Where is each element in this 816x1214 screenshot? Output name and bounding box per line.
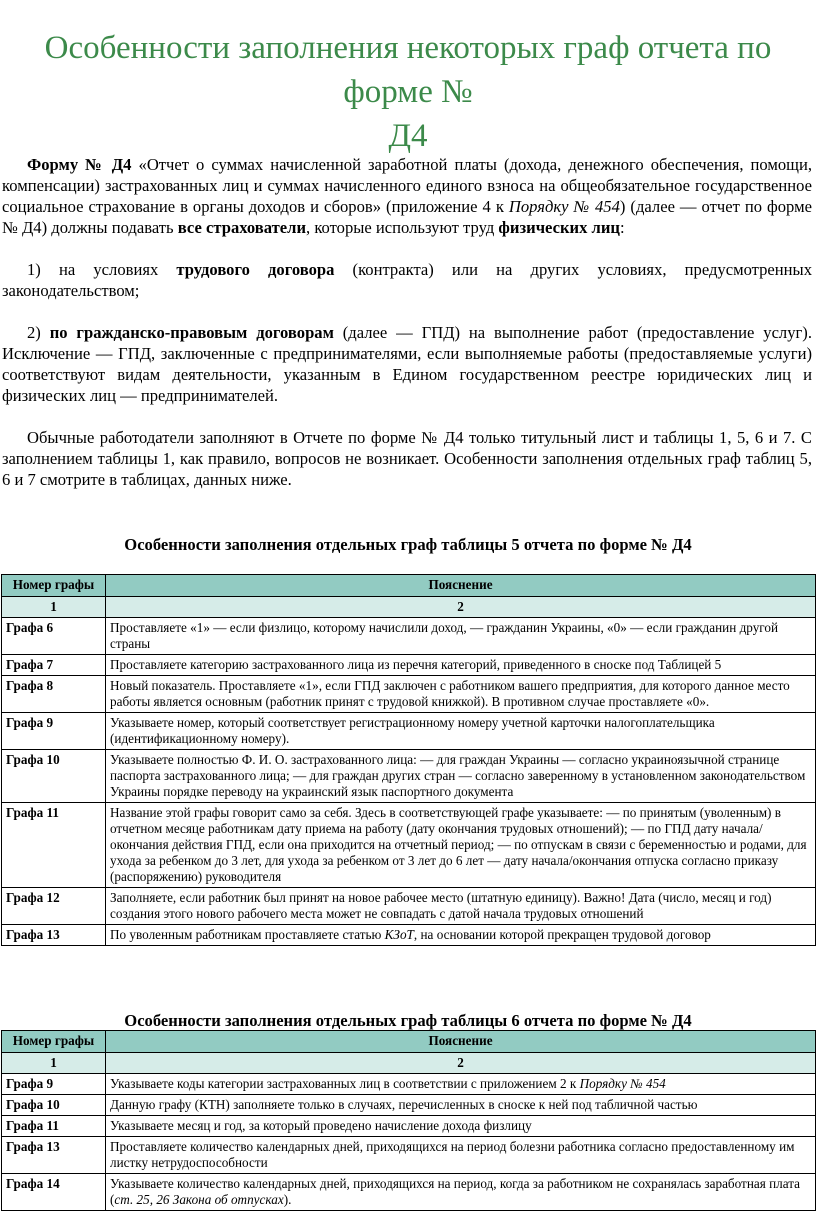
- table6-header-number: Номер графы: [2, 1031, 106, 1053]
- graph-number-cell: Графа 14: [2, 1174, 106, 1211]
- page-title-line-1: Особенности заполнения некоторых граф отчета по форме №: [44, 30, 772, 111]
- table5-header-explanation: Пояснение: [106, 575, 816, 597]
- table6-title: Особенности заполнения отдельных граф таблицы 6 отчета по форме № Д4: [124, 1011, 692, 1030]
- intro-paragraph-3: [2, 322, 812, 406]
- intro-paragraph-4: [2, 427, 812, 490]
- table-row: [2, 618, 816, 655]
- text-segment: Название этой графы говорит само за себя. Здесь в соответствующей графе указываете: — по принятым (уволенным) в отчетном месяце работникам дату приема на работу (дату окончания трудовых отношений); — по ГПД дату начала/окончания действия ГПД, если она приходится на отчетный период; — по отпускам в связи с беременностью и родами, для ухода за ребенком до 3 лет, для ухода за ребенком от 3 лет до 6 лет — дату начала/окончания отпуска согласно приказу (распоряжению) руководителя: [110, 805, 807, 884]
- text-segment: все страхователи: [177, 218, 307, 237]
- explanation-cell: [106, 1074, 816, 1095]
- explanation-cell: [106, 676, 816, 713]
- text-segment: КЗоТ: [384, 927, 414, 942]
- explanation-cell: [106, 1116, 816, 1137]
- table-row: [2, 713, 816, 750]
- text-segment: трудового договора: [176, 260, 335, 279]
- table6-header-explanation: Пояснение: [106, 1031, 816, 1053]
- graph-number-cell: Графа 10: [2, 1095, 106, 1116]
- text-segment: Указываете полностью Ф. И. О. застрахованного лица: — для граждан Украины — согласно украиноязычной странице паспорта застрахованного лица; — для граждан других стран — согласно заверенному в установленном законодательством Украины порядке переводу на украинский язык паспортного документа: [110, 752, 806, 799]
- text-segment: Новый показатель. Проставляете «1», если ГПД заключен с работником вашего предприятия, для которого данное место работы является основным (работник принят с трудовой книжкой). В противном случае проставляете «0».: [110, 678, 790, 709]
- table-row: [2, 1116, 816, 1137]
- text-segment: ) (далее — отчет по форме № Д4) должны подавать: [2, 197, 812, 237]
- table-row: [2, 676, 816, 713]
- explanation-cell: [106, 618, 816, 655]
- graph-number-cell: Графа 6: [2, 618, 106, 655]
- text-segment: Проставляете категорию застрахованного лица из перечня категорий, приведенного в сноске под Таблицей 5: [110, 657, 722, 672]
- intro-paragraph-1: [2, 154, 812, 238]
- text-segment: , которые используют труд: [306, 218, 499, 237]
- text-segment: Указываете номер, который соответствует регистрационному номеру учетной карточки налогоплательщика (идентификационному номеру).: [110, 715, 715, 746]
- graph-number-cell: Графа 13: [2, 1137, 106, 1174]
- text-segment: Указываете количество календарных дней, приходящихся на период, когда за работником не сохранялась заработная плата (: [110, 1176, 801, 1207]
- graph-number-cell: Графа 9: [2, 713, 106, 750]
- table-row: [2, 655, 816, 676]
- table6-number-row: [2, 1053, 816, 1074]
- intro-paragraph-2: [2, 259, 812, 301]
- table5-number-2: 2: [106, 597, 816, 618]
- table5: [1, 574, 816, 946]
- page-title-line-2: Д4: [388, 118, 428, 155]
- text-segment: Указываете месяц и год, за который проведено начисление дохода физлицу: [110, 1118, 532, 1133]
- text-segment: (контракта) или на других условиях, предусмотренных законодательством;: [2, 260, 812, 300]
- text-segment: ст. 25, 26 Закона об отпусках: [114, 1192, 284, 1207]
- table5-header-row: [2, 575, 816, 597]
- table-row: [2, 803, 816, 888]
- table-row: [2, 888, 816, 925]
- explanation-cell: [106, 1137, 816, 1174]
- text-segment: по гражданско-правовым договорам: [49, 323, 334, 342]
- text-segment: ).: [283, 1192, 292, 1207]
- text-segment: Данную графу (КТН) заполняете только в случаях, перечисленных в сноске к ней под табличной частью: [110, 1097, 698, 1112]
- text-segment: :: [619, 218, 625, 237]
- explanation-cell: [106, 803, 816, 888]
- explanation-cell: [106, 713, 816, 750]
- table-row: [2, 1137, 816, 1174]
- text-segment: физических лиц: [498, 218, 620, 237]
- explanation-cell: [106, 1095, 816, 1116]
- table6: [1, 1030, 816, 1211]
- text-segment: Заполняете, если работник был принят на новое рабочее место (штатную единицу). Важно! Дата (число, месяц и год) создания этого нового рабочего места может не совпадать с датой начала трудовых отношений: [110, 890, 772, 921]
- text-segment: «Отчет о суммах начисленной заработной платы (дохода, денежного обеспечения, помощи, компенсации) застрахованных лиц и суммах начисленного единого взноса на общеобязательное государственное социальное страхование в органы доходов и сборов» (приложение 4 к: [2, 155, 812, 216]
- text-segment: Проставляете количество календарных дней, приходящихся на период болезни работника согласно предоставленному им листку нетрудоспособности: [110, 1139, 795, 1170]
- explanation-cell: [106, 750, 816, 803]
- graph-number-cell: Графа 8: [2, 676, 106, 713]
- table-row: [2, 1095, 816, 1116]
- graph-number-cell: Графа 7: [2, 655, 106, 676]
- table-row: [2, 1074, 816, 1095]
- text-segment: Форму № Д4: [27, 155, 132, 174]
- table-row: [2, 1174, 816, 1211]
- table6-number-1: 1: [2, 1053, 106, 1074]
- text-segment: (далее — ГПД) на выполнение работ (предоставление услуг). Исключение — ГПД, заключенные с предпринимателями, если выполняемые работы (предоставляемые услуги) соответствуют видам деятельности, указанным в Едином государственном реестре юридических лиц и физических лиц — предпринимателей.: [2, 323, 812, 405]
- table5-header-number: Номер графы: [2, 575, 106, 597]
- text-segment: Проставляете «1» — если физлицо, которому начислили доход, — гражданин Украины, «0» — если гражданин другой страны: [110, 620, 779, 651]
- table5-number-row: [2, 597, 816, 618]
- table5-title: Особенности заполнения отдельных граф таблицы 5 отчета по форме № Д4: [124, 535, 692, 554]
- explanation-cell: [106, 925, 816, 946]
- table-row: [2, 925, 816, 946]
- text-segment: 2): [27, 323, 50, 342]
- graph-number-cell: Графа 11: [2, 1116, 106, 1137]
- table6-header-row: [2, 1031, 816, 1053]
- text-segment: Порядку № 454: [579, 1076, 666, 1091]
- text-segment: , на основании которой прекращен трудовой договор: [413, 927, 711, 942]
- text-segment: По уволенным работникам проставляете статью: [110, 927, 385, 942]
- graph-number-cell: Графа 11: [2, 803, 106, 888]
- graph-number-cell: Графа 12: [2, 888, 106, 925]
- table6-number-2: 2: [106, 1053, 816, 1074]
- graph-number-cell: Графа 9: [2, 1074, 106, 1095]
- text-segment: Обычные работодатели заполняют в Отчете по форме № Д4 только титульный лист и таблицы 1, 5, 6 и 7. С заполнением таблицы 1, как правило, вопросов не возникает. Особенности заполнения отдельных граф таблиц 5, 6 и 7 смотрите в таблицах, данных ниже.: [2, 428, 812, 489]
- text-segment: 1) на условиях: [27, 260, 177, 279]
- graph-number-cell: Графа 13: [2, 925, 106, 946]
- text-segment: Указываете коды категории застрахованных лиц в соответствии с приложением 2 к: [110, 1076, 580, 1091]
- table5-number-1: 1: [2, 597, 106, 618]
- explanation-cell: [106, 655, 816, 676]
- graph-number-cell: Графа 10: [2, 750, 106, 803]
- text-segment: Порядку № 454: [508, 197, 620, 216]
- page-title: [0, 26, 816, 158]
- table-row: [2, 750, 816, 803]
- explanation-cell: [106, 1174, 816, 1211]
- explanation-cell: [106, 888, 816, 925]
- intro-text: [2, 154, 812, 490]
